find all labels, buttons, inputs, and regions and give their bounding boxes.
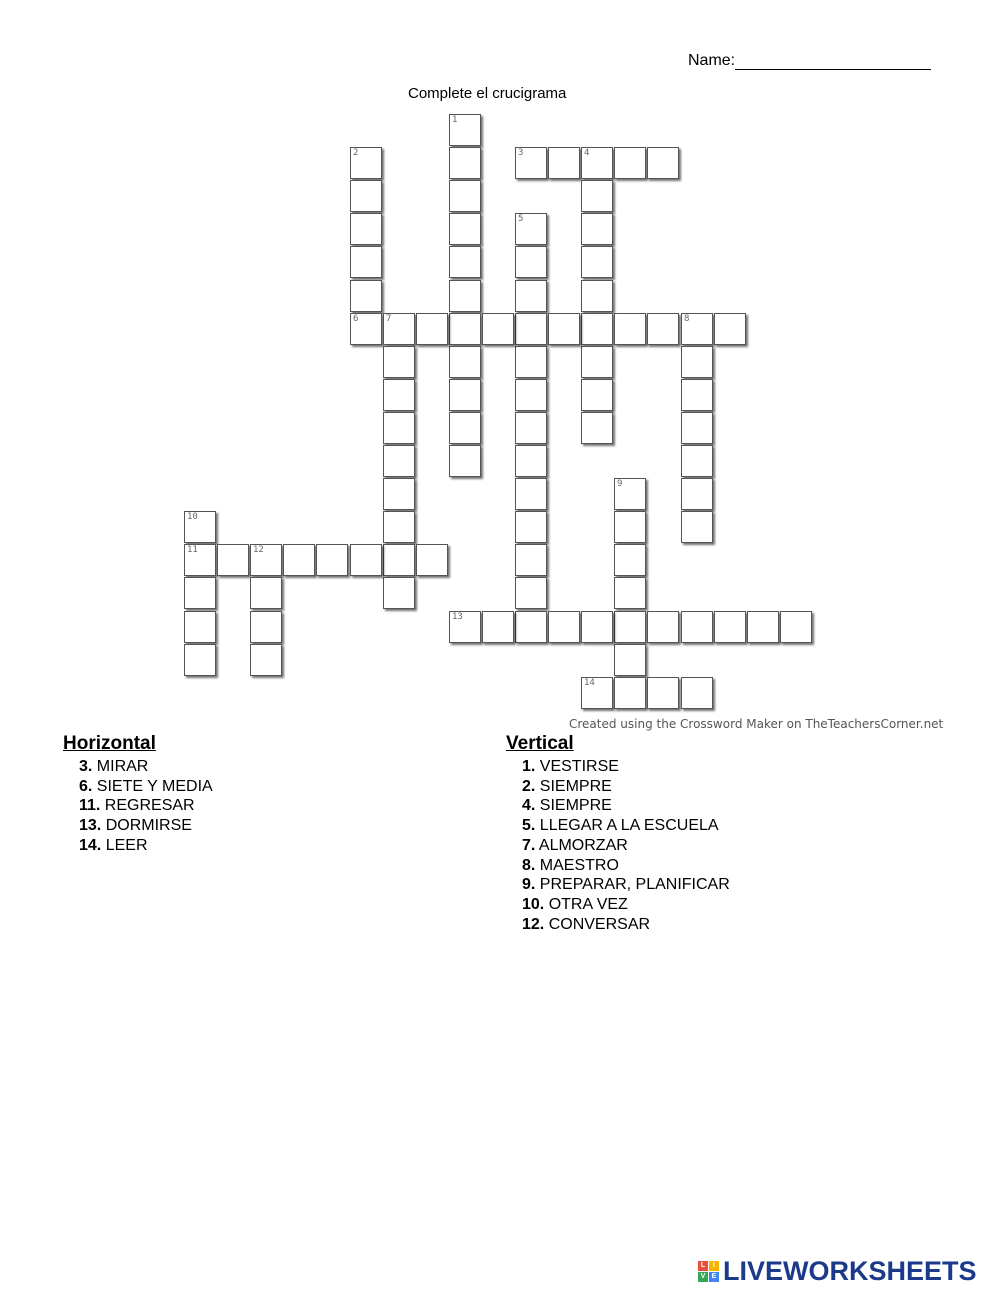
logo-badge-icon xyxy=(698,1261,719,1282)
crossword-cell[interactable] xyxy=(780,611,812,643)
clue-item xyxy=(506,915,730,935)
crossword-cell[interactable] xyxy=(350,280,382,312)
crossword-cell[interactable] xyxy=(614,611,646,643)
crossword-cell[interactable] xyxy=(614,577,646,609)
crossword-cell[interactable] xyxy=(614,644,646,676)
crossword-cell[interactable] xyxy=(383,511,415,543)
crossword-cell[interactable] xyxy=(581,379,613,411)
clue-item xyxy=(63,796,213,816)
crossword-cell[interactable] xyxy=(515,379,547,411)
crossword-cell[interactable] xyxy=(350,246,382,278)
crossword-cell[interactable] xyxy=(283,544,315,576)
clue-item-number: 13. xyxy=(79,817,102,835)
crossword-cell[interactable] xyxy=(581,213,613,245)
crossword-cell[interactable] xyxy=(383,577,415,609)
clue-item xyxy=(506,895,730,915)
crossword-cell[interactable] xyxy=(416,313,448,345)
crossword-cell[interactable] xyxy=(217,544,249,576)
clue-item-number: 2. xyxy=(522,777,536,795)
clue-item-number: 9. xyxy=(522,876,536,894)
crossword-cell[interactable] xyxy=(614,313,646,345)
crossword-cell[interactable] xyxy=(681,346,713,378)
crossword-cell[interactable] xyxy=(515,280,547,312)
clue-item xyxy=(506,816,730,836)
clue-number: 14 xyxy=(584,678,595,688)
crossword-cell[interactable] xyxy=(747,611,779,643)
crossword-cell[interactable] xyxy=(250,611,282,643)
down-clue-list xyxy=(506,757,730,934)
crossword-cell[interactable] xyxy=(515,412,547,444)
clue-item-number: 8. xyxy=(522,856,536,874)
crossword-cell[interactable] xyxy=(184,544,216,576)
crossword-cell[interactable] xyxy=(515,246,547,278)
crossword-cell[interactable] xyxy=(449,445,481,477)
name-blank-line[interactable] xyxy=(735,52,931,70)
crossword-cell[interactable] xyxy=(449,180,481,212)
crossword-cell[interactable] xyxy=(714,611,746,643)
logo-badge-letter: E xyxy=(709,1272,719,1282)
crossword-cell[interactable] xyxy=(449,379,481,411)
crossword-cell[interactable] xyxy=(647,313,679,345)
crossword-cell[interactable] xyxy=(548,147,580,179)
clue-item xyxy=(506,875,730,895)
clue-number: 8 xyxy=(684,314,690,324)
clue-item-text: ALMORZAR xyxy=(535,836,628,854)
crossword-cell[interactable] xyxy=(250,644,282,676)
clue-number: 12 xyxy=(253,545,264,555)
clue-item xyxy=(506,856,730,876)
clue-number: 1 xyxy=(452,115,458,125)
clue-number: 10 xyxy=(187,512,198,522)
crossword-cell[interactable] xyxy=(449,412,481,444)
name-field xyxy=(688,52,931,70)
clue-item xyxy=(63,836,213,856)
clue-item-number: 5. xyxy=(522,817,536,835)
crossword-cell[interactable] xyxy=(383,313,415,345)
crossword-cell[interactable] xyxy=(515,213,547,245)
crossword-cell[interactable] xyxy=(515,511,547,543)
crossword-cell[interactable] xyxy=(316,544,348,576)
crossword-cell[interactable] xyxy=(581,280,613,312)
crossword-cell[interactable] xyxy=(714,313,746,345)
crossword-cell[interactable] xyxy=(548,313,580,345)
clue-item xyxy=(506,757,730,777)
clue-number: 4 xyxy=(584,148,590,158)
crossword-cell[interactable] xyxy=(383,445,415,477)
crossword-cell[interactable] xyxy=(449,147,481,179)
clue-item-text: OTRA VEZ xyxy=(544,895,628,913)
crossword-cell[interactable] xyxy=(383,379,415,411)
logo-badge-letter: I xyxy=(709,1261,719,1271)
crossword-cell[interactable] xyxy=(581,611,613,643)
crossword-cell[interactable] xyxy=(250,577,282,609)
crossword-cell[interactable] xyxy=(681,677,713,709)
crossword-cell[interactable] xyxy=(515,445,547,477)
clue-item xyxy=(63,816,213,836)
crossword-cell[interactable] xyxy=(581,677,613,709)
crossword-cell[interactable] xyxy=(614,478,646,510)
crossword-cell[interactable] xyxy=(681,313,713,345)
crossword-cell[interactable] xyxy=(184,577,216,609)
crossword-cell[interactable] xyxy=(581,147,613,179)
crossword-cell[interactable] xyxy=(647,611,679,643)
crossword-cell[interactable] xyxy=(614,511,646,543)
crossword-cell[interactable] xyxy=(449,313,481,345)
clue-item-text: PREPARAR, PLANIFICAR xyxy=(535,876,730,894)
crossword-cell[interactable] xyxy=(515,313,547,345)
clue-item-text: SIETE Y MEDIA xyxy=(92,777,213,795)
name-label: Name: xyxy=(688,52,736,69)
clue-item-text: CONVERSAR xyxy=(544,915,651,933)
crossword-cell[interactable] xyxy=(383,544,415,576)
clue-item-text: SIEMPRE xyxy=(535,777,612,795)
crossword-cell[interactable] xyxy=(350,180,382,212)
crossword-cell[interactable] xyxy=(515,147,547,179)
crossword-cell[interactable] xyxy=(350,147,382,179)
clue-item-text: VESTIRSE xyxy=(535,758,619,775)
crossword-cell[interactable] xyxy=(383,346,415,378)
crossword-cell[interactable] xyxy=(449,114,481,146)
crossword-cell[interactable] xyxy=(515,544,547,576)
crossword-cell[interactable] xyxy=(482,611,514,643)
clue-item-number: 7. xyxy=(522,836,536,854)
logo-badge-letter: L xyxy=(698,1261,708,1271)
crossword-cell[interactable] xyxy=(614,147,646,179)
crossword-cell[interactable] xyxy=(449,213,481,245)
clue-item-text: LLEGAR A LA ESCUELA xyxy=(535,817,719,835)
crossword-cell[interactable] xyxy=(581,246,613,278)
crossword-cell[interactable] xyxy=(383,412,415,444)
clue-item-text: LEER xyxy=(101,836,148,854)
crossword-cell[interactable] xyxy=(581,412,613,444)
clue-number: 6 xyxy=(353,314,359,324)
crossword-cell[interactable] xyxy=(647,677,679,709)
crossword-cell[interactable] xyxy=(449,346,481,378)
clue-item-number: 1. xyxy=(522,758,536,775)
crossword-cell[interactable] xyxy=(515,478,547,510)
crossword-cell[interactable] xyxy=(614,544,646,576)
down-clues xyxy=(506,733,730,934)
clue-item xyxy=(506,777,730,797)
clue-number: 7 xyxy=(386,314,392,324)
clue-item-text: REGRESAR xyxy=(100,797,195,815)
clue-item-number: 3. xyxy=(79,758,93,775)
crossword-cell[interactable] xyxy=(681,412,713,444)
clue-item-text: DORMIRSE xyxy=(101,817,192,835)
across-clues xyxy=(63,733,213,856)
clue-item-number: 11. xyxy=(79,797,101,815)
page-title: Complete el crucigrama xyxy=(408,85,567,102)
credit-text: Created using the Crossword Maker on TheTeachersCorner.net xyxy=(569,717,944,731)
crossword-cell[interactable] xyxy=(647,147,679,179)
crossword-cell[interactable] xyxy=(482,313,514,345)
clue-item xyxy=(506,836,730,856)
clue-item-text: SIEMPRE xyxy=(535,797,612,815)
crossword-cell[interactable] xyxy=(581,313,613,345)
crossword-cell[interactable] xyxy=(681,611,713,643)
clue-item xyxy=(63,757,213,777)
clue-item-text: MAESTRO xyxy=(535,856,619,874)
crossword-cell[interactable] xyxy=(515,346,547,378)
crossword-cell[interactable] xyxy=(416,544,448,576)
crossword-cell[interactable] xyxy=(350,313,382,345)
crossword-cell[interactable] xyxy=(581,180,613,212)
clue-item-number: 14. xyxy=(79,836,102,854)
clue-number: 9 xyxy=(617,479,623,489)
crossword-cell[interactable] xyxy=(350,213,382,245)
across-heading: Horizontal xyxy=(63,733,156,754)
down-heading: Vertical xyxy=(506,733,574,754)
clue-item-number: 4. xyxy=(522,797,536,815)
clue-number: 13 xyxy=(452,612,463,622)
crossword-cell[interactable] xyxy=(681,445,713,477)
crossword-cell[interactable] xyxy=(614,677,646,709)
clue-item-number: 12. xyxy=(522,915,545,933)
crossword-cell[interactable] xyxy=(350,544,382,576)
crossword-cell[interactable] xyxy=(681,379,713,411)
crossword-cell[interactable] xyxy=(383,478,415,510)
clue-item-number: 6. xyxy=(79,777,93,795)
crossword-cell[interactable] xyxy=(548,611,580,643)
clue-item xyxy=(63,777,213,797)
clue-item-number: 10. xyxy=(522,895,545,913)
crossword-cell[interactable] xyxy=(449,246,481,278)
crossword-cell[interactable] xyxy=(184,611,216,643)
crossword-cell[interactable] xyxy=(449,280,481,312)
clue-number: 5 xyxy=(518,214,524,224)
crossword-cell[interactable] xyxy=(515,577,547,609)
clue-number: 3 xyxy=(518,148,524,158)
clue-item xyxy=(506,796,730,816)
logo-badge-letter: V xyxy=(698,1272,708,1282)
crossword-cell[interactable] xyxy=(184,511,216,543)
crossword-cell[interactable] xyxy=(681,478,713,510)
crossword-cell[interactable] xyxy=(250,544,282,576)
clue-number: 11 xyxy=(187,545,198,555)
crossword-cell[interactable] xyxy=(681,511,713,543)
crossword-cell[interactable] xyxy=(184,644,216,676)
crossword-cell[interactable] xyxy=(581,346,613,378)
clue-item-text: MIRAR xyxy=(92,758,149,775)
liveworksheets-logo xyxy=(698,1256,977,1286)
logo-wordmark: LIVEWORKSHEETS xyxy=(723,1255,977,1286)
clue-number: 2 xyxy=(353,148,359,158)
across-clue-list xyxy=(63,757,213,856)
crossword-cell[interactable] xyxy=(449,611,481,643)
crossword-cell[interactable] xyxy=(515,611,547,643)
